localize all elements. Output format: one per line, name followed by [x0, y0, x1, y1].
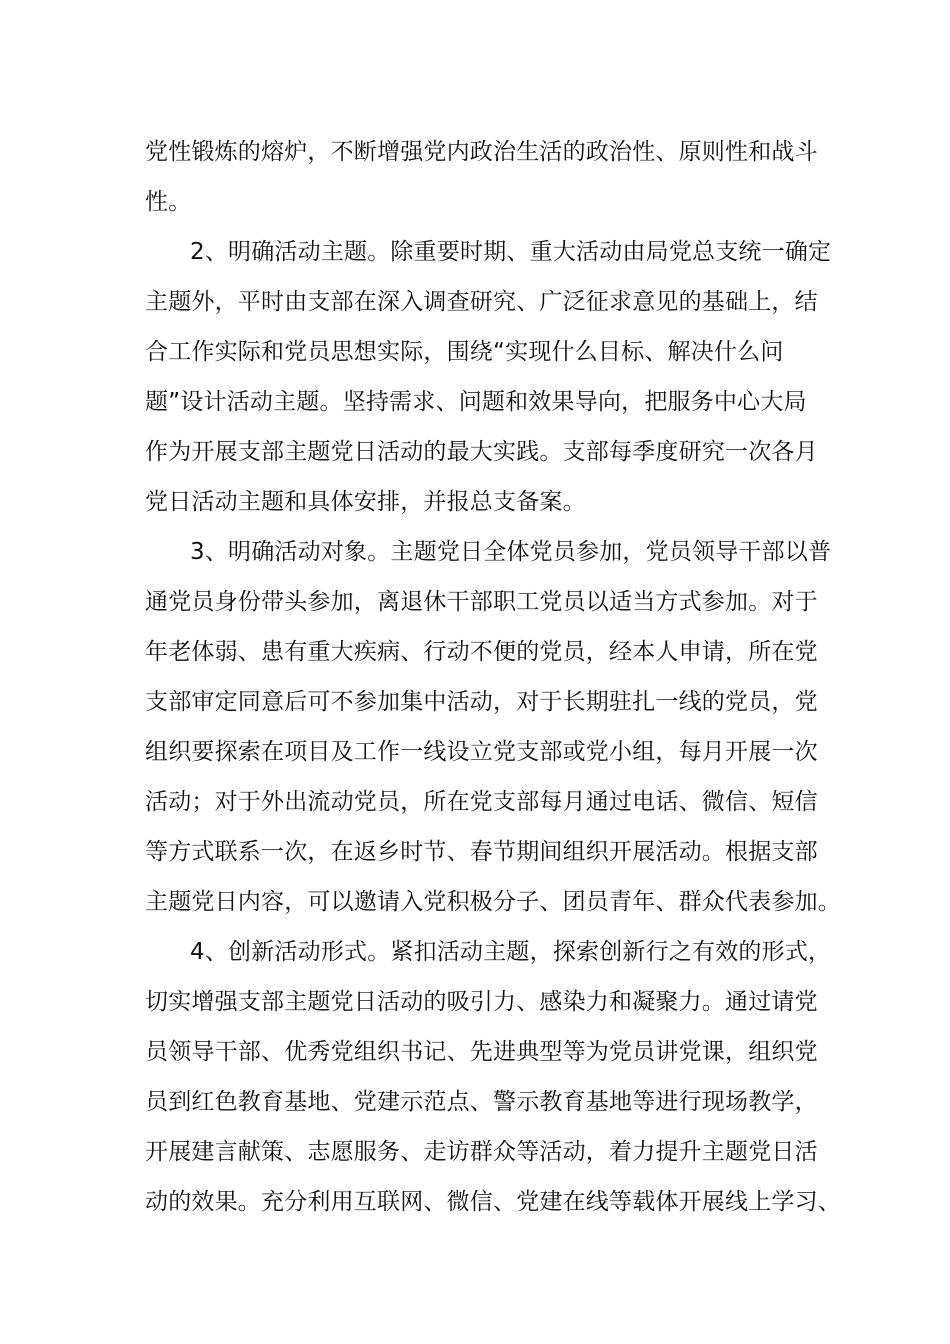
- paragraph-4-start: 4、创新活动形式。紧扣活动主题，探索创新行之有效的形式，: [190, 939, 832, 965]
- text-line: 活动；对于外出流动党员，所在党支部每月通过电话、微信、短信: [145, 789, 818, 815]
- text-line: 组织要探索在项目及工作一线设立党支部或党小组，每月开展一次: [145, 739, 818, 765]
- text-line: 员领导干部、优秀党组织书记、先进典型等为党员讲党课，组织党: [145, 1039, 818, 1065]
- text-line: 性。: [145, 189, 192, 215]
- paragraph-2-start: 2、明确活动主题。除重要时期、重大活动由局党总支统一确定: [190, 239, 832, 265]
- text-line: 开展建言献策、志愿服务、走访群众等活动，着力提升主题党日活: [145, 1139, 818, 1165]
- text-line: 作为开展支部主题党日活动的最大实践。支部每季度研究一次各月: [145, 439, 818, 465]
- text-line: 合工作实际和党员思想实际，围绕“实现什么目标、解决什么问: [145, 339, 784, 365]
- text-line: 年老体弱、患有重大疾病、行动不便的党员，经本人申请，所在党: [145, 639, 818, 665]
- text-line: 支部审定同意后可不参加集中活动，对于长期驻扎一线的党员，党: [145, 689, 818, 715]
- text-line: 员到红色教育基地、党建示范点、警示教育基地等进行现场教学，: [145, 1089, 818, 1115]
- text-line: 等方式联系一次，在返乡时节、春节期间组织开展活动。根据支部: [145, 839, 818, 865]
- text-line: 党日活动主题和具体安排，并报总支备案。: [145, 489, 586, 515]
- text-line: 主题外，平时由支部在深入调查研究、广泛征求意见的基础上，结: [145, 289, 818, 315]
- text-line: 题”设计活动主题。坚持需求、问题和效果导向，把服务中心大局: [145, 389, 807, 415]
- text-line: 党性锻炼的熔炉，不断增强党内政治生活的政治性、原则性和战斗: [145, 139, 818, 165]
- text-line: 动的效果。充分利用互联网、微信、党建在线等载体开展线上学习、: [145, 1189, 841, 1215]
- text-line: 切实增强支部主题党日活动的吸引力、感染力和凝聚力。通过请党: [145, 989, 818, 1015]
- text-line: 通党员身份带头参加，离退休干部职工党员以适当方式参加。对于: [145, 589, 818, 615]
- text-line: 主题党日内容，可以邀请入党积极分子、团员青年、群众代表参加。: [145, 889, 841, 915]
- paragraph-3-start: 3、明确活动对象。主题党日全体党员参加，党员领导干部以普: [190, 539, 832, 565]
